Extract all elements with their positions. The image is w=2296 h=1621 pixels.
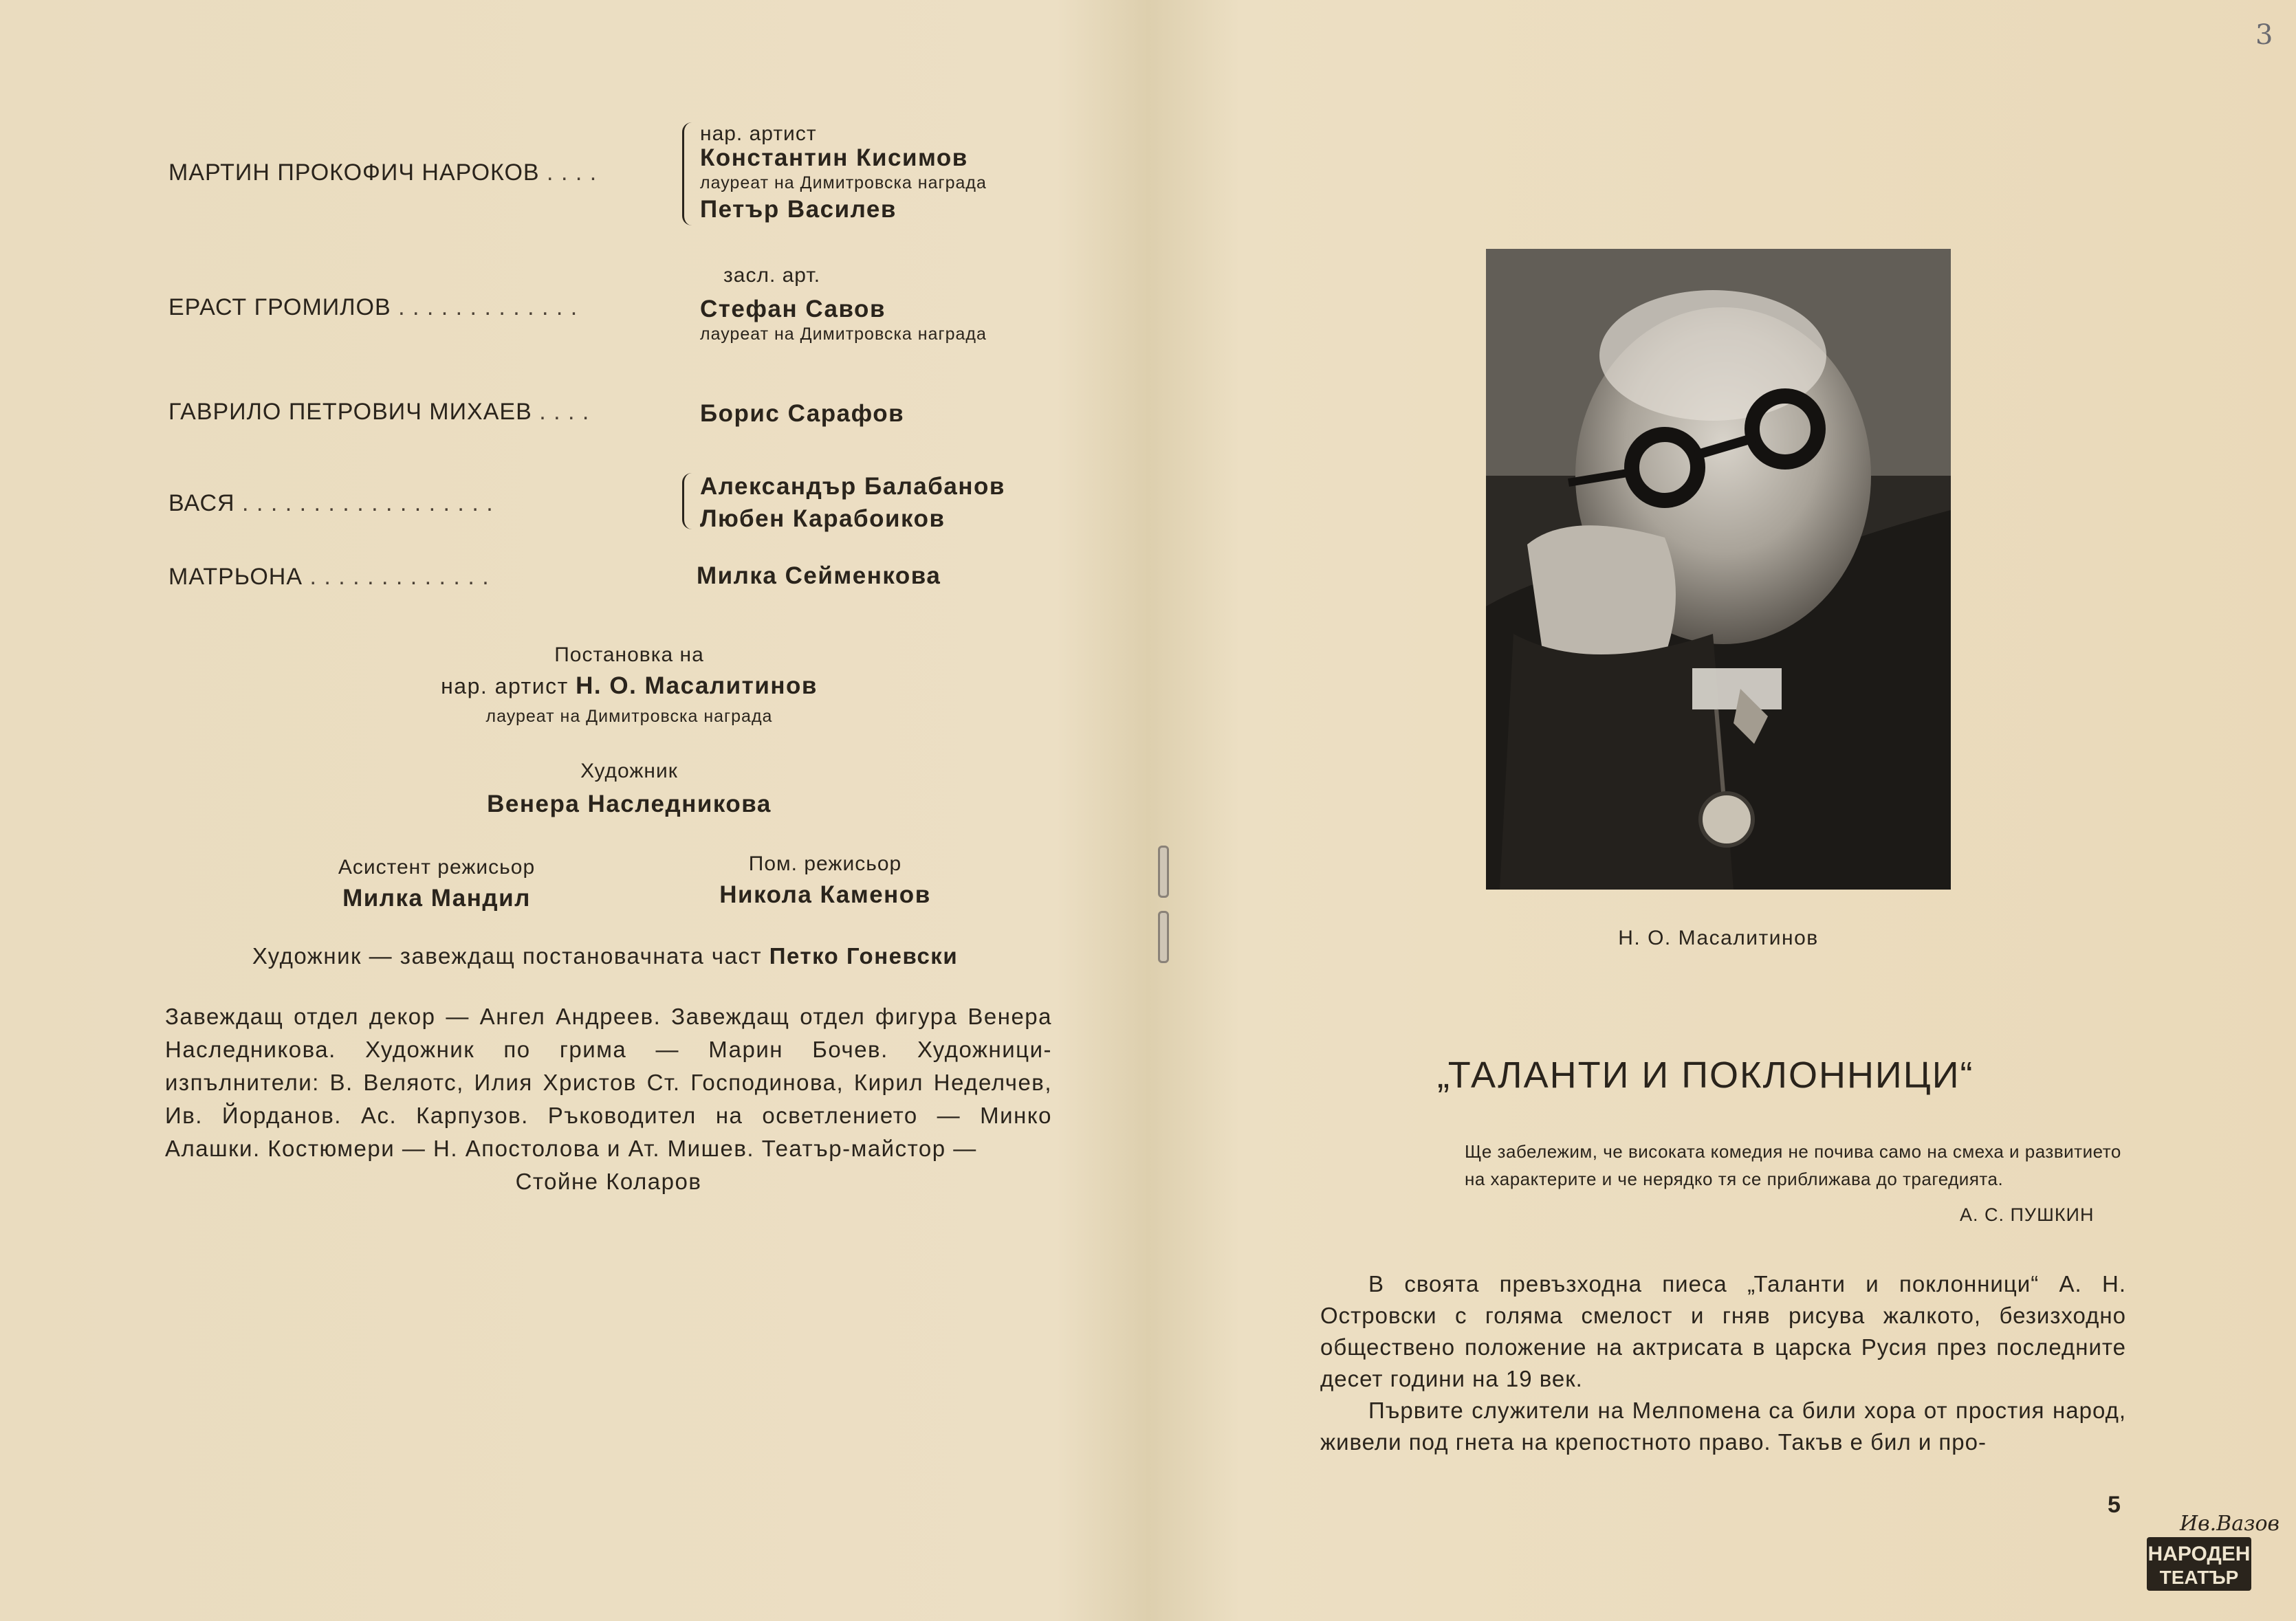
- theatre-stamp-logo: [2144, 1510, 2279, 1595]
- article-paragraph: В своята превъзходна пиеса „Таланти и поклонници“ А. Н. Островски с голяма смелост и гняв рисува жалкото, безизходно обществено положение на актрисата в царска Русия през последните десет години на 19 век.: [1320, 1271, 2126, 1391]
- cast-actor: Стефан Савов: [700, 296, 886, 322]
- svg-text:НАРОДЕН: НАРОДЕН: [2147, 1543, 2251, 1565]
- svg-text:Ив.Вазов: Ив.Вазов: [2180, 1512, 2279, 1536]
- asst-director-name: Никола Каменов: [719, 881, 931, 908]
- crew-credits: Завеждащ отдел декор — Ангел Андреев. Завеждащ отдел фигура Венера Наследникова. Художник по грима — Марин Бочев. Художници-изпълнители: В. Веляотс, Илия Христов Ст. Господинова, Кирил Неделчев, Ив. Йорданов. Ас. Карпузов. Ръководител на осветлението — Минко Алашки. Костюмери — Н. Апостолова и Ат. Мишев. Театър-майстор — Стойне Коларов: [165, 1004, 1052, 1194]
- director-award: лауреат на Димитровска награда: [485, 707, 773, 726]
- page-number: 5: [2108, 1492, 2121, 1518]
- assistant-name: Милка Мандил: [342, 885, 531, 912]
- stage-head-line: Художник — завеждащ постановачната част Петко Гоневски: [252, 943, 959, 969]
- epigraph: Ще забележим, че високата комедия не почива само на смеха и развитието на характерите и че нерядко тя се приближава до трагедията.: [1465, 1141, 2121, 1189]
- cast-award: лауреат на Димитровска награда: [700, 324, 987, 344]
- svg-text:ТЕАТЪР: ТЕАТЪР: [2159, 1567, 2239, 1588]
- cast-brace: [682, 473, 694, 529]
- director-line: нар. артист Н. О. Масалитинов: [441, 672, 818, 699]
- cast-role: ГАВРИЛО ПЕТРОВИЧ МИХАЕВ . . . .: [168, 399, 590, 425]
- cast-role: МАТРЬОНА . . . . . . . . . . . . .: [168, 564, 490, 590]
- cast-title: нар. артист: [700, 122, 817, 145]
- production-label: Постановка на: [554, 643, 704, 666]
- cast-actor: Александър Балабанов: [700, 473, 1005, 500]
- cast-role: ВАСЯ . . . . . . . . . . . . . . . . . .: [168, 490, 494, 516]
- cast-brace: [682, 122, 694, 225]
- cast-actor: Милка Сейменкова: [697, 562, 941, 589]
- designer-name: Венера Наследникова: [487, 791, 772, 817]
- epigraph-author: А. С. ПУШКИН: [1960, 1204, 2095, 1225]
- cast-role: ЕРАСТ ГРОМИЛОВ . . . . . . . . . . . . .: [168, 294, 578, 320]
- cast-actor: Петър Василев: [700, 196, 897, 223]
- article-paragraph: Първите служители на Мелпомена са били хора от простия народ, живели под гнета на крепостното право. Такъв е бил и про-: [1320, 1398, 2126, 1455]
- cast-actor: Борис Сарафов: [700, 400, 905, 427]
- cast-award: лауреат на Димитровска награда: [700, 173, 987, 192]
- cast-actor: Любен Карабоиков: [700, 505, 945, 532]
- cast-role: МАРТИН ПРОКОФИЧ НАРОКОВ . . . .: [168, 159, 598, 186]
- article-body: [1320, 1268, 2126, 1458]
- corner-pencil-mark: 3: [2255, 19, 2273, 51]
- designer-label: Художник: [580, 760, 678, 782]
- asst-director-label: Пом. режисьор: [748, 852, 902, 875]
- article-title: „ТАЛАНТИ И ПОКЛОННИЦИ“: [1437, 1055, 1974, 1096]
- portrait-photo: [1486, 249, 1951, 890]
- assistant-label: Асистент режисьор: [338, 856, 536, 879]
- cast-title: засл. арт.: [723, 264, 821, 287]
- cast-actor: Константин Кисимов: [700, 144, 968, 171]
- photo-caption: Н. О. Масалитинов: [1618, 927, 1819, 949]
